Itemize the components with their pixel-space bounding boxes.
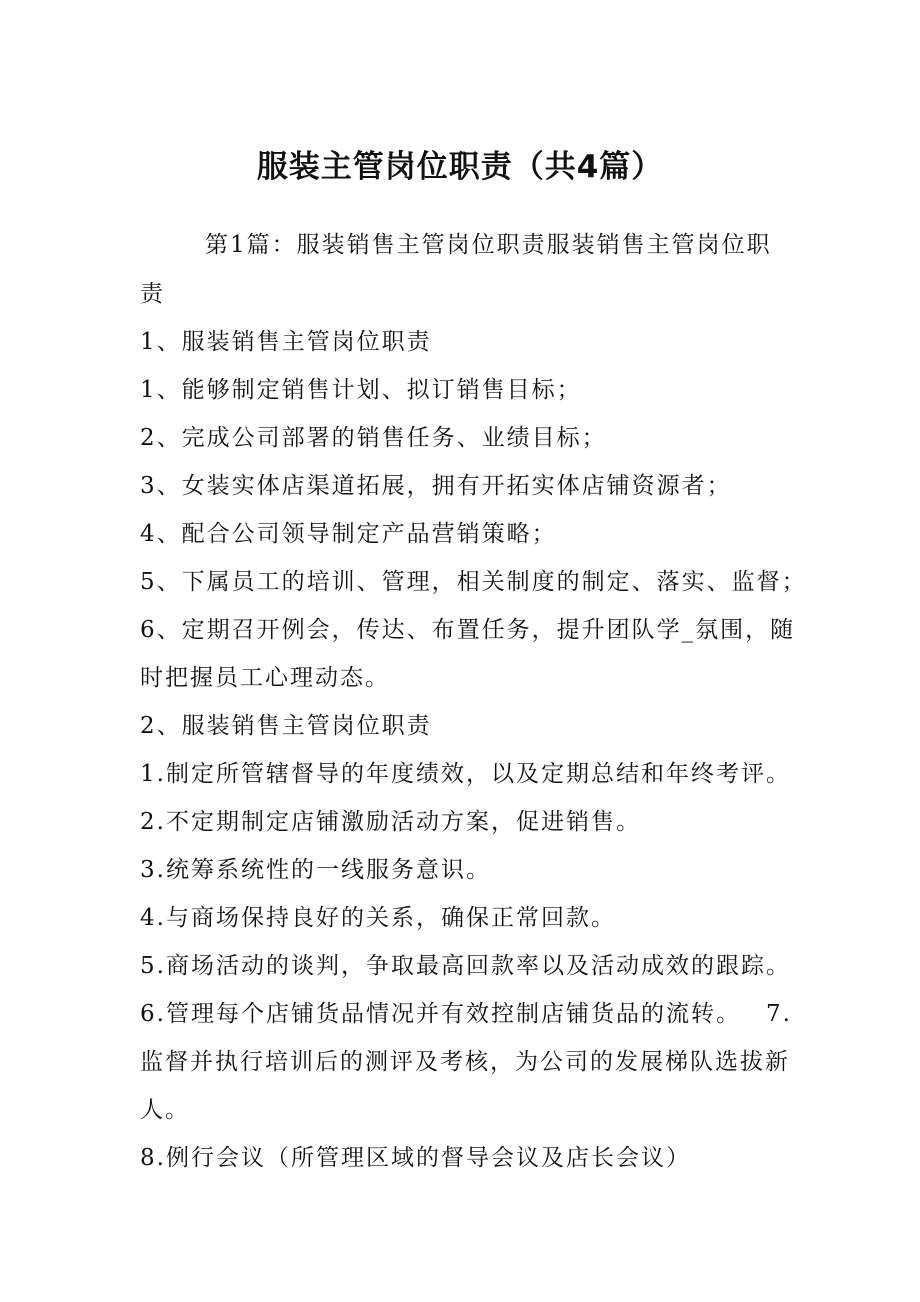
list-item: 1.制定所管辖督导的年度绩效，以及定期总结和年终考评。 (140, 761, 791, 787)
list-item-continuation: 人。 (140, 1097, 190, 1123)
document-title: 服装主管岗位职责（共4篇） (256, 149, 664, 185)
list-item: 1、能够制定销售计划、拟订销售目标； (140, 377, 582, 403)
list-item: 2、完成公司部署的销售任务、业绩目标； (140, 425, 607, 451)
list-item: 监督并执行培训后的测评及考核，为公司的发展梯队选拔新 (140, 1049, 790, 1075)
paragraph-line: 第1篇：服装销售主管岗位职责服装销售主管岗位职 (205, 232, 772, 258)
list-item: 3.统筹系统性的一线服务意识。 (140, 857, 491, 883)
list-item-number: 7. (766, 1001, 792, 1027)
list-item: 5、下属员工的培训、管理，相关制度的制定、落实、监督； (140, 569, 807, 595)
section-heading: 2、服装销售主管岗位职责 (140, 713, 432, 739)
list-item: 8.例行会议（所管理区域的督导会议及店长会议） (140, 1145, 691, 1171)
list-item-continuation: 时把握员工心理动态。 (140, 665, 390, 691)
list-item: 2.不定期制定店铺激励活动方案，促进销售。 (140, 809, 641, 835)
list-item-row (140, 990, 792, 1038)
paragraph-line: 责 (140, 281, 165, 307)
section-heading: 1、服装销售主管岗位职责 (140, 329, 432, 355)
list-item: 6、定期召开例会，传达、布置任务，提升团队学_氛围，随 (140, 617, 796, 643)
list-item: 6.管理每个店铺货品情况并有效控制店铺货品的流转。 (140, 1001, 741, 1027)
list-item: 5.商场活动的谈判，争取最高回款率以及活动成效的跟踪。 (140, 953, 791, 979)
list-item: 4.与商场保持良好的关系，确保正常回款。 (140, 905, 616, 931)
list-item: 4、配合公司领导制定产品营销策略； (140, 521, 557, 547)
list-item: 3、女装实体店渠道拓展，拥有开拓实体店铺资源者； (140, 473, 732, 499)
